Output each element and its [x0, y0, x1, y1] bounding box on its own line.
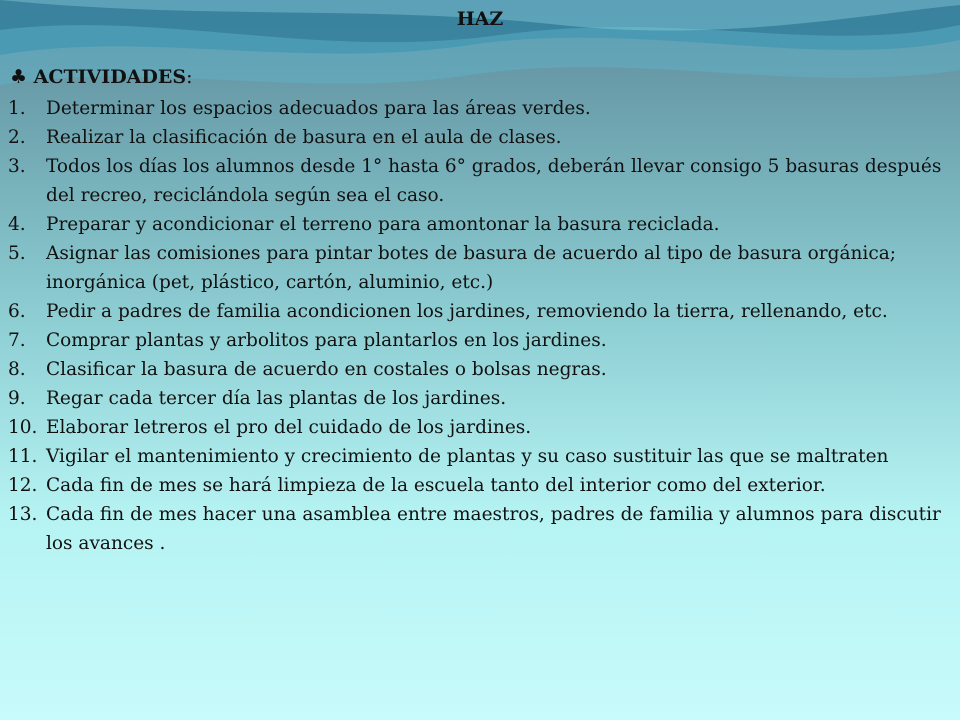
list-item-number — [0, 326, 46, 355]
list-item-number — [0, 442, 46, 471]
list-item-text: Elaborar letreros el pro del cuidado de los jardines. — [46, 417, 532, 438]
list-item-number-text: 5. — [8, 243, 26, 264]
list-item-text: Clasificar la basura de acuerdo en costales o bolsas negras. — [46, 359, 607, 380]
list-item-number-text: 13. — [8, 504, 38, 525]
list-item — [0, 442, 945, 471]
list-item-number-text: 12. — [8, 475, 38, 496]
list-item-text: Cada fin de mes se hará limpieza de la escuela tanto del interior como del exterior. — [46, 475, 826, 496]
list-item-number — [0, 210, 46, 239]
list-item-number — [0, 384, 46, 413]
club-bullet-icon: ♣ — [10, 66, 28, 88]
list-item-text: Comprar plantas y arbolitos para plantarlos en los jardines. — [46, 330, 607, 351]
list-item-number-text: 8. — [8, 359, 26, 380]
list-item-number — [0, 152, 46, 210]
activity-list — [0, 94, 945, 558]
list-item-number — [0, 239, 46, 297]
list-item-number-text: 4. — [8, 214, 26, 235]
list-item-text: Determinar los espacios adecuados para las áreas verdes. — [46, 98, 591, 119]
list-item-number — [0, 413, 46, 442]
list-item — [0, 355, 945, 384]
list-item-number-text: 10. — [8, 417, 38, 438]
list-item — [0, 123, 945, 152]
list-item — [0, 152, 945, 210]
list-item — [0, 471, 945, 500]
list-item-text: Asignar las comisiones para pintar botes de basura de acuerdo al tipo de basura orgánica; inorgánica (pet, plástico, cartón, aluminio, etc.) — [46, 243, 896, 293]
list-item-number-text: 2. — [8, 127, 26, 148]
list-item-number-text: 6. — [8, 301, 26, 322]
list-item — [0, 500, 945, 558]
list-item-text: Regar cada tercer día las plantas de los jardines. — [46, 388, 507, 409]
list-item — [0, 384, 945, 413]
list-item-text: Preparar y acondicionar el terreno para amontonar la basura reciclada. — [46, 214, 720, 235]
list-item-text: Todos los días los alumnos desde 1° hasta 6° grados, deberán llevar consigo 5 basuras después del recreo, reciclándola según sea el caso. — [46, 156, 942, 206]
list-item — [0, 239, 945, 297]
list-item-number-text: 9. — [8, 388, 26, 409]
list-item-number-text: 7. — [8, 330, 26, 351]
list-item-number-text: 1. — [8, 98, 26, 119]
list-item-text: Cada fin de mes hacer una asamblea entre maestros, padres de familia y alumnos para discutir los avances . — [46, 504, 941, 554]
list-item-number — [0, 500, 46, 558]
list-item-number — [0, 297, 46, 326]
slide-title: HAZ — [456, 8, 504, 30]
list-item — [0, 210, 945, 239]
list-item-text: Vigilar el mantenimiento y crecimiento de plantas y su caso sustituir las que se maltraten — [46, 446, 889, 467]
list-item — [0, 326, 945, 355]
list-item — [0, 413, 945, 442]
activities-heading-label: ACTIVIDADES — [33, 66, 187, 88]
activities-heading — [10, 66, 193, 88]
list-item — [0, 94, 945, 123]
activities-heading-colon: : — [186, 66, 193, 88]
list-item-number — [0, 471, 46, 500]
list-item-number — [0, 355, 46, 384]
list-item-number — [0, 94, 46, 123]
list-item-text: Realizar la clasificación de basura en el aula de clases. — [46, 127, 562, 148]
list-item-number-text: 3. — [8, 156, 26, 177]
list-item-text: Pedir a padres de familia acondicionen los jardines, removiendo la tierra, rellenando, etc. — [46, 301, 888, 322]
list-item-number-text: 11. — [8, 446, 38, 467]
list-item-number — [0, 123, 46, 152]
list-item — [0, 297, 945, 326]
